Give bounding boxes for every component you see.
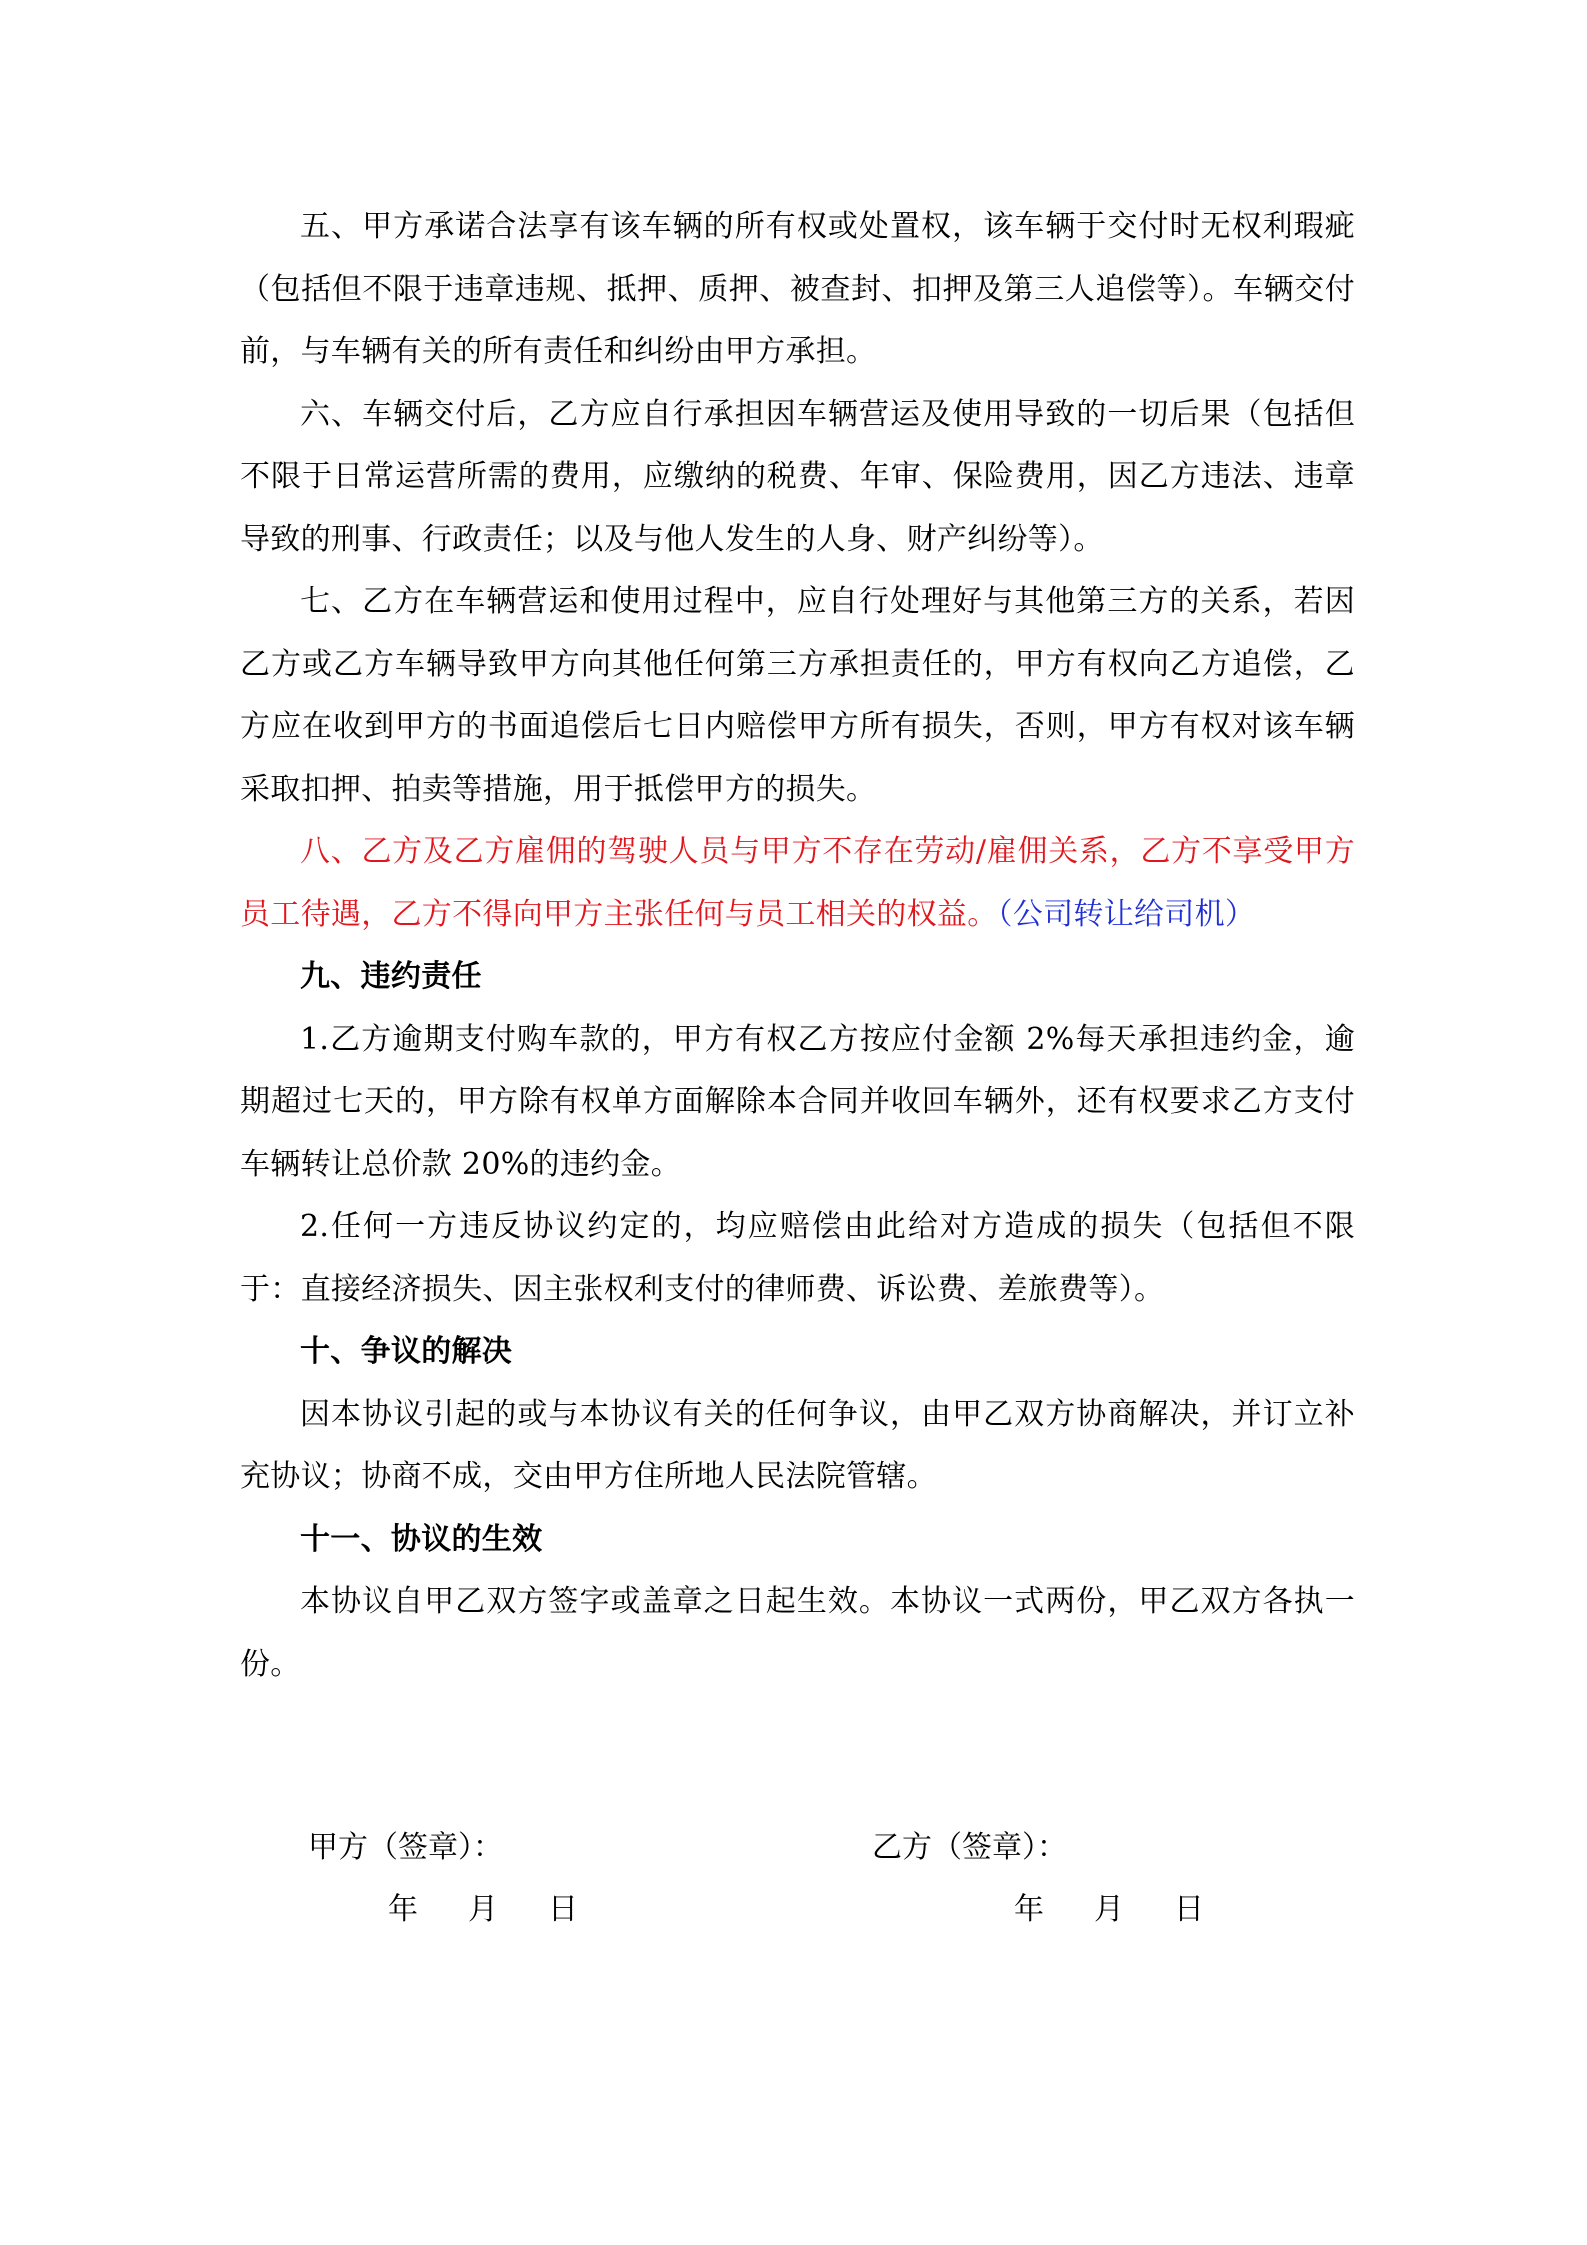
party-b-day: 日 (1174, 1892, 1204, 1927)
contract-body (240, 196, 1355, 1696)
clause-9-item-2: 2.任何一方违反协议约定的，均应赔偿由此给对方造成的损失（包括但不限于：直接经济损失、因主张权利支付的律师费、诉讼费、差旅费等）。 (240, 1209, 1355, 1307)
party-a-month: 月 (468, 1892, 498, 1927)
party-b-signature-label: 乙方（签章）： (872, 1830, 1067, 1865)
clause-11-body: 本协议自甲乙双方签字或盖章之日起生效。本协议一式两份，甲乙双方各执一份。 (240, 1584, 1355, 1682)
party-a-signature-label: 甲方（签章）： (308, 1830, 503, 1865)
clause-7: 七、乙方在车辆营运和使用过程中，应自行处理好与其他第三方的关系，若因乙方或乙方车辆导致甲方向其他任何第三方承担责任的，甲方有权向乙方追偿，乙方应在收到甲方的书面追偿后七日内赔偿甲方所有损失，否则，甲方有权对该车辆采取扣押、拍卖等措施，用于抵偿甲方的损失。 (240, 584, 1355, 807)
party-a-day: 日 (548, 1892, 578, 1927)
clause-5: 五、甲方承诺合法享有该车辆的所有权或处置权，该车辆于交付时无权利瑕疵（包括但不限于违章违规、抵押、质押、被查封、扣押及第三人追偿等）。车辆交付前，与车辆有关的所有责任和纠纷由甲方承担。 (240, 209, 1355, 369)
clause-6: 六、车辆交付后，乙方应自行承担因车辆营运及使用导致的一切后果（包括但不限于日常运营所需的费用，应缴纳的税费、年审、保险费用，因乙方违法、违章导致的刑事、行政责任；以及与他人发生的人身、财产纠纷等）。 (240, 396, 1355, 557)
clause-9-title: 九、违约责任 (300, 959, 482, 994)
clause-9-item-1: 1.乙方逾期支付购车款的，甲方有权乙方按应付金额 2%每天承担违约金，逾期超过七天的，甲方除有权单方面解除本合同并收回车辆外，还有权要求乙方支付车辆转让总价款 20%的违约金。 (240, 1021, 1355, 1182)
party-a-year: 年 (388, 1892, 418, 1927)
clause-8-text: 八、乙方及乙方雇佣的驾驶人员与甲方不存在劳动/雇佣关系，乙方不享受甲方员工待遇，乙方不得向甲方主张任何与员工相关的权益。 (240, 834, 1355, 932)
clause-8-note: （公司转让给司机） (997, 896, 1256, 932)
clause-10-body: 因本协议引起的或与本协议有关的任何争议，由甲乙双方协商解决，并订立补充协议；协商不成，交由甲方住所地人民法院管辖。 (240, 1396, 1355, 1494)
party-b-year: 年 (1014, 1892, 1044, 1927)
clause-11-title: 十一、协议的生效 (300, 1521, 543, 1557)
clause-10-title: 十、争议的解决 (300, 1334, 513, 1369)
party-b-date (1014, 1884, 1204, 1928)
clause-8 (240, 821, 1355, 946)
party-b-month: 月 (1094, 1892, 1124, 1927)
party-a-date (388, 1884, 578, 1928)
signature-block (0, 1822, 1587, 1962)
